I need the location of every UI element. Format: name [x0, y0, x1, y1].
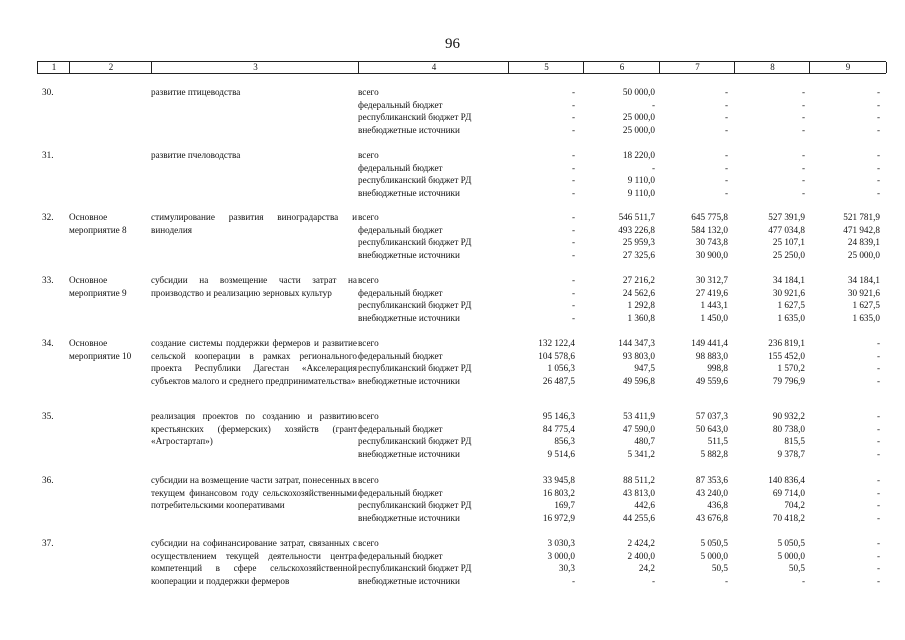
value-col-8: 80 738,0	[772, 423, 805, 434]
value-col-8: 25 107,1	[772, 237, 805, 248]
funding-source: всего	[358, 411, 379, 421]
row-description: развитие пчеловодства	[151, 150, 241, 160]
funding-source: республиканский бюджет РД	[358, 300, 472, 311]
value-col-6: 18 220,0	[622, 150, 655, 160]
value-col-6: 50 000,0	[622, 87, 655, 97]
value-col-7: 436,8	[707, 500, 728, 511]
value-col-7: 149 441,4	[691, 338, 728, 348]
value-col-8: 155 452,0	[768, 350, 805, 361]
value-col-5: 3 000,0	[547, 550, 575, 561]
value-col-8: 477 034,8	[768, 224, 805, 235]
value-col-9: 34 184,1	[847, 275, 880, 285]
value-col-9: -	[876, 423, 880, 434]
header-col-1: 1	[37, 62, 70, 73]
table-header	[37, 61, 886, 74]
value-col-8: 30 921,6	[772, 287, 805, 298]
value-col-6: 25 000,0	[622, 112, 655, 123]
value-col-7: 43 676,8	[695, 512, 728, 523]
value-col-6: 9 110,0	[627, 187, 655, 198]
value-col-5: -	[571, 150, 575, 160]
value-col-7: 5 050,5	[700, 538, 728, 548]
value-col-8: -	[801, 87, 805, 97]
funding-source: федеральный бюджет	[358, 550, 443, 561]
value-col-8: -	[801, 162, 805, 173]
value-col-5: -	[571, 237, 575, 248]
value-col-7: 30 743,8	[695, 237, 728, 248]
value-col-5: -	[571, 175, 575, 186]
header-col-5: 5	[508, 62, 584, 73]
value-col-6: 144 347,3	[618, 338, 655, 348]
funding-source: внебюджетные источники	[358, 575, 460, 586]
funding-source: федеральный бюджет	[358, 487, 443, 498]
value-col-5: 1 056,3	[547, 363, 575, 374]
value-col-5: 169,7	[554, 500, 575, 511]
funding-source: внебюджетные источники	[358, 312, 460, 323]
funding-source: федеральный бюджет	[358, 224, 443, 235]
value-col-7: 30 900,0	[695, 249, 728, 260]
header-col-4: 4	[358, 62, 509, 73]
value-col-7: 1 443,1	[700, 300, 728, 311]
value-col-8: 9 378,7	[777, 448, 805, 459]
value-col-7: 43 240,0	[695, 487, 728, 498]
value-col-5: 132 122,4	[538, 338, 575, 348]
value-col-7: 511,5	[707, 436, 728, 447]
value-col-6: 25 000,0	[622, 124, 655, 135]
value-col-8: 527 391,9	[768, 212, 805, 222]
value-col-5: 16 803,2	[542, 487, 575, 498]
value-col-8: 69 714,0	[772, 487, 805, 498]
value-col-9: -	[876, 99, 880, 110]
value-col-9: 521 781,9	[843, 212, 880, 222]
row-number: 36.	[42, 475, 54, 485]
value-col-9: -	[876, 411, 880, 421]
value-col-6: 2 424,2	[627, 538, 655, 548]
header-col-3: 3	[151, 62, 359, 73]
value-col-7: -	[724, 162, 728, 173]
funding-source: внебюджетные источники	[358, 124, 460, 135]
value-col-5: -	[571, 162, 575, 173]
value-col-8: 90 932,2	[772, 411, 805, 421]
value-col-9: -	[876, 475, 880, 485]
header-col-9: 9	[809, 62, 887, 73]
row-activity: Основное мероприятие 10	[69, 338, 132, 361]
funding-source: всего	[358, 475, 379, 485]
value-col-7: 5 000,0	[700, 550, 728, 561]
value-col-7: 50,5	[711, 563, 728, 574]
row-number: 37.	[42, 538, 54, 548]
row-number: 32.	[42, 212, 54, 222]
value-col-7: 98 883,0	[695, 350, 728, 361]
value-col-5: -	[571, 212, 575, 222]
row-description: субсидии на возмещение части затрат на производство и реализацию зерновых культур	[151, 275, 357, 298]
value-col-9: 1 635,0	[852, 312, 880, 323]
row-number: 33.	[42, 275, 54, 285]
value-col-7: 998,8	[707, 363, 728, 374]
value-col-8: -	[801, 187, 805, 198]
value-col-5: -	[571, 112, 575, 123]
value-col-6: 493 226,8	[618, 224, 655, 235]
row-description: стимулирование развития виноградарства и виноделия	[151, 212, 357, 235]
value-col-7: -	[724, 175, 728, 186]
row-activity: Основное мероприятие 8	[69, 212, 127, 235]
value-col-6: 546 511,7	[618, 212, 655, 222]
value-col-7: -	[724, 124, 728, 135]
value-col-8: 70 418,2	[772, 512, 805, 523]
value-col-6: -	[651, 162, 655, 173]
funding-source: федеральный бюджет	[358, 287, 443, 298]
value-col-6: 27 216,2	[622, 275, 655, 285]
header-col-6: 6	[583, 62, 660, 73]
value-col-5: -	[571, 224, 575, 235]
funding-source: федеральный бюджет	[358, 99, 443, 110]
value-col-9: -	[876, 175, 880, 186]
value-col-5: 104 578,6	[538, 350, 575, 361]
value-col-6: 442,6	[634, 500, 655, 511]
row-activity: Основное мероприятие 9	[69, 275, 127, 298]
row-number: 31.	[42, 150, 54, 160]
value-col-7: -	[724, 87, 728, 97]
header-col-2: 2	[69, 62, 152, 73]
value-col-7: 87 353,6	[695, 475, 728, 485]
value-col-9: 471 942,8	[843, 224, 880, 235]
value-col-8: -	[801, 124, 805, 135]
value-col-8: 815,5	[784, 436, 805, 447]
funding-source: всего	[358, 212, 379, 222]
funding-source: всего	[358, 275, 379, 285]
value-col-6: 5 341,2	[627, 448, 655, 459]
value-col-5: -	[571, 87, 575, 97]
funding-source: всего	[358, 338, 379, 348]
row-description: создание системы поддержки фермеров и развитие сельской кооперации в рамках регионального проекта Республики Дагестан «Акселерация субъектов малого и среднего предпринимательства»	[151, 338, 357, 386]
funding-source: республиканский бюджет РД	[358, 563, 472, 574]
value-col-5: 26 487,5	[542, 375, 575, 386]
value-col-9: -	[876, 538, 880, 548]
value-col-5: 3 030,3	[547, 538, 575, 548]
value-col-7: 57 037,3	[695, 411, 728, 421]
value-col-7: -	[724, 150, 728, 160]
value-col-8: -	[801, 150, 805, 160]
row-number: 35.	[42, 411, 54, 421]
value-col-9: -	[876, 350, 880, 361]
value-col-5: 9 514,6	[547, 448, 575, 459]
value-col-9: -	[876, 375, 880, 386]
funding-source: федеральный бюджет	[358, 350, 443, 361]
value-col-7: 49 559,6	[695, 375, 728, 386]
funding-source: республиканский бюджет РД	[358, 363, 472, 374]
value-col-6: 88 511,2	[623, 475, 655, 485]
value-col-7: 50 643,0	[695, 423, 728, 434]
funding-source: республиканский бюджет РД	[358, 237, 472, 248]
value-col-9: 1 627,5	[852, 300, 880, 311]
funding-source: республиканский бюджет РД	[358, 175, 472, 186]
value-col-8: 236 819,1	[768, 338, 805, 348]
page-number: 96	[445, 36, 460, 52]
value-col-8: 1 627,5	[777, 300, 805, 311]
value-col-8: 1 570,2	[777, 363, 805, 374]
value-col-9: -	[876, 112, 880, 123]
value-col-5: -	[571, 575, 575, 586]
value-col-6: 47 590,0	[622, 423, 655, 434]
value-col-9: -	[876, 363, 880, 374]
row-description: субсидии на софинансирование затрат, связанных с осуществлением текущей деятельности центра компетенций в сфере сельскохозяйственной кооперации и поддержки фермеров	[151, 538, 357, 586]
value-col-6: 49 596,8	[622, 375, 655, 386]
value-col-5: 16 972,9	[542, 512, 575, 523]
value-col-9: -	[876, 487, 880, 498]
row-description: реализация проектов по созданию и развитию крестьянских (фермерских) хозяйств (грант «Агростартап»)	[151, 411, 357, 447]
funding-source: внебюджетные источники	[358, 448, 460, 459]
funding-source: внебюджетные источники	[358, 249, 460, 260]
row-number: 30.	[42, 87, 54, 97]
value-col-8: 1 635,0	[777, 312, 805, 323]
value-col-6: 480,7	[634, 436, 655, 447]
value-col-7: 5 882,8	[700, 448, 728, 459]
value-col-6: 24,2	[638, 563, 655, 574]
header-col-8: 8	[734, 62, 810, 73]
value-col-5: 856,3	[554, 436, 575, 447]
value-col-9: -	[876, 87, 880, 97]
value-col-7: 27 419,6	[695, 287, 728, 298]
funding-source: всего	[358, 87, 379, 97]
value-col-5: -	[571, 99, 575, 110]
value-col-9: -	[876, 124, 880, 135]
value-col-7: 584 132,0	[691, 224, 728, 235]
value-col-7: 1 450,0	[700, 312, 728, 323]
value-col-8: -	[801, 175, 805, 186]
value-col-6: 53 411,9	[623, 411, 655, 421]
value-col-5: -	[571, 124, 575, 135]
header-col-7: 7	[659, 62, 735, 73]
value-col-6: 27 325,6	[622, 249, 655, 260]
value-col-8: 79 796,9	[772, 375, 805, 386]
value-col-6: 44 255,6	[622, 512, 655, 523]
funding-source: внебюджетные источники	[358, 512, 460, 523]
value-col-5: -	[571, 249, 575, 260]
value-col-8: 140 836,4	[768, 475, 805, 485]
value-col-5: -	[571, 312, 575, 323]
funding-source: федеральный бюджет	[358, 423, 443, 434]
value-col-5: 95 146,3	[542, 411, 575, 421]
value-col-5: -	[571, 287, 575, 298]
value-col-6: -	[651, 99, 655, 110]
value-col-9: 24 839,1	[847, 237, 880, 248]
value-col-9: -	[876, 500, 880, 511]
value-col-8: 34 184,1	[772, 275, 805, 285]
funding-source: внебюджетные источники	[358, 187, 460, 198]
value-col-7: -	[724, 99, 728, 110]
funding-source: внебюджетные источники	[358, 375, 460, 386]
value-col-9: -	[876, 436, 880, 447]
value-col-8: 25 250,0	[772, 249, 805, 260]
funding-source: республиканский бюджет РД	[358, 436, 472, 447]
value-col-8: -	[801, 112, 805, 123]
value-col-9: -	[876, 550, 880, 561]
funding-source: республиканский бюджет РД	[358, 500, 472, 511]
value-col-9: -	[876, 162, 880, 173]
value-col-6: 9 110,0	[627, 175, 655, 186]
value-col-8: 5 050,5	[777, 538, 805, 548]
value-col-9: -	[876, 187, 880, 198]
value-col-8: 704,2	[784, 500, 805, 511]
value-col-6: 2 400,0	[627, 550, 655, 561]
value-col-6: 25 959,3	[622, 237, 655, 248]
value-col-8: -	[801, 575, 805, 586]
value-col-9: -	[876, 448, 880, 459]
value-col-9: 25 000,0	[847, 249, 880, 260]
value-col-6: 947,5	[634, 363, 655, 374]
value-col-9: -	[876, 512, 880, 523]
row-number: 34.	[42, 338, 54, 348]
value-col-7: -	[724, 112, 728, 123]
value-col-5: 30,3	[558, 563, 575, 574]
value-col-7: -	[724, 187, 728, 198]
value-col-7: 30 312,7	[695, 275, 728, 285]
funding-source: всего	[358, 150, 379, 160]
value-col-6: 43 813,0	[622, 487, 655, 498]
value-col-6: 24 562,6	[622, 287, 655, 298]
value-col-6: 1 360,8	[627, 312, 655, 323]
funding-source: федеральный бюджет	[358, 162, 443, 173]
value-col-5: 84 775,4	[542, 423, 575, 434]
row-description: развитие птицеводства	[151, 87, 241, 97]
funding-source: республиканский бюджет РД	[358, 112, 472, 123]
value-col-5: -	[571, 187, 575, 198]
value-col-9: -	[876, 563, 880, 574]
value-col-8: 50,5	[788, 563, 805, 574]
value-col-5: 33 945,8	[542, 475, 575, 485]
value-col-5: -	[571, 300, 575, 311]
value-col-6: 1 292,8	[627, 300, 655, 311]
value-col-9: -	[876, 338, 880, 348]
value-col-9: -	[876, 575, 880, 586]
value-col-8: -	[801, 99, 805, 110]
value-col-6: -	[651, 575, 655, 586]
funding-source: всего	[358, 538, 379, 548]
value-col-8: 5 000,0	[777, 550, 805, 561]
value-col-5: -	[571, 275, 575, 285]
value-col-7: -	[724, 575, 728, 586]
row-description: субсидии на возмещение части затрат, понесенных в текущем финансовом году сельскохозяйственными потребительскими кооперативами	[151, 475, 358, 511]
value-col-7: 645 775,8	[691, 212, 728, 222]
value-col-6: 93 803,0	[622, 350, 655, 361]
value-col-9: -	[876, 150, 880, 160]
value-col-9: 30 921,6	[847, 287, 880, 298]
